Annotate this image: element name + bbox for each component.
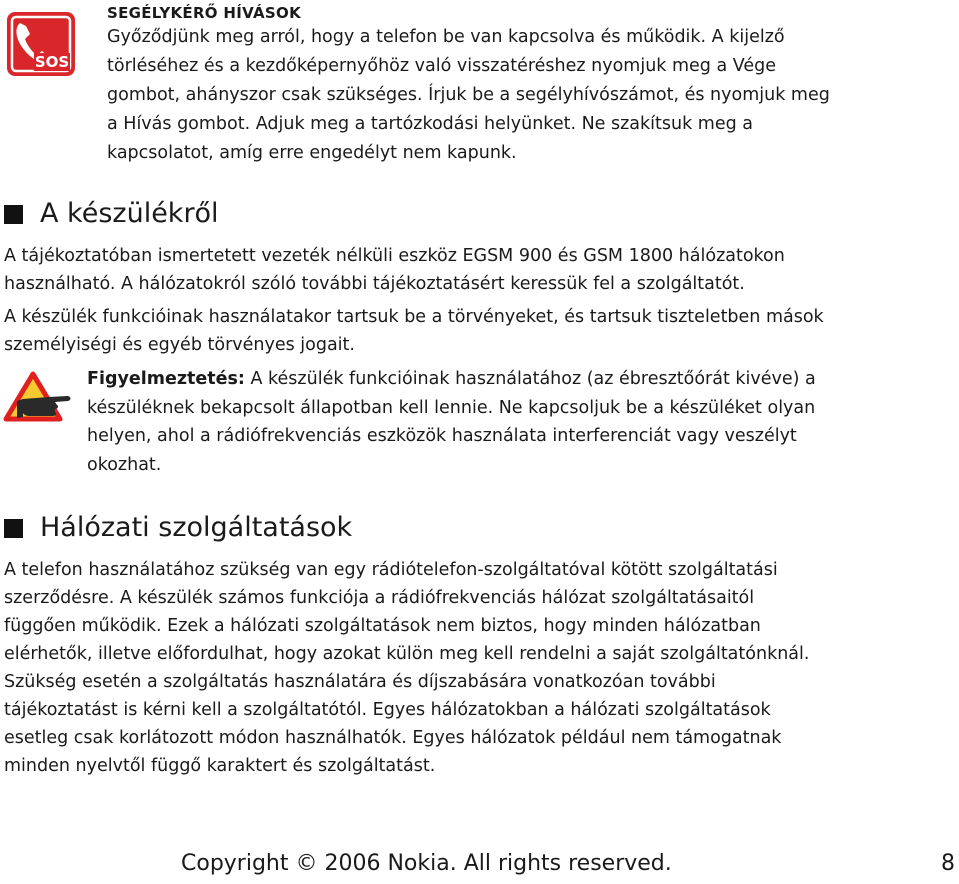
warning-hand-icon (3, 371, 75, 423)
text-line: esetleg csak korlátozott módon használhatók. Egyes hálózatok például nem támogatnak (4, 728, 782, 748)
sos-phone-icon (4, 9, 78, 79)
text-line: gombot, ahányszor csak szükséges. Írjuk be a segélyhívószámot, és nyomjuk meg (107, 85, 830, 105)
text-line: elérhetők, illetve előfordulhat, hogy azokat külön meg kell rendelni a saját szolgáltatónknál. (4, 644, 810, 664)
bullet-square-icon (4, 519, 23, 538)
text-line: minden nyelvtől függő karaktert és szolgáltatást. (4, 756, 436, 776)
section-heading-text: A készülékről (40, 198, 219, 229)
text-line: személyiségi és egyéb törvényes jogait. (4, 335, 355, 355)
text-line: Szükség esetén a szolgáltatás használatára és díjszabására vonatkozóan további (4, 672, 716, 692)
text-line: a Hívás gombot. Adjuk meg a tartózkodási helyünket. Ne szakítsuk meg a (107, 114, 753, 134)
text-line: okozhat. (87, 454, 162, 475)
section-heading-device (4, 197, 219, 231)
page-number: 8 (941, 851, 955, 876)
text-line: A készülék funkcióinak használatakor tartsuk be a törvényeket, és tartsuk tiszteletben mások (4, 307, 824, 327)
emergency-calls-text (107, 23, 830, 168)
text-line: készüléknek bekapcsolt állapotban kell lennie. Ne kapcsoljuk be a készüléket olyan (87, 397, 816, 418)
text-line: helyen, ahol a rádiófrekvenciás eszközök használata interferenciát vagy veszélyt (87, 426, 797, 446)
text-line: A tájékoztatóban ismertetett vezeték nélküli eszköz EGSM 900 és GSM 1800 hálózatokon (4, 246, 785, 266)
network-services-paragraph (4, 556, 809, 780)
text-line: A telefon használatához szükség van egy rádiótelefon-szolgáltatóval kötött szolgáltatási (4, 560, 778, 580)
text-line: törléséhez és a kezdőképernyőhöz való visszatéréshez nyomjuk meg a Vége (107, 56, 777, 76)
text-line: tájékoztatást is kérni kell a szolgáltatótól. Egyes hálózatokban a hálózati szolgáltatások (4, 700, 771, 720)
copyright-footer: Copyright © 2006 Nokia. All rights reserved. (181, 851, 672, 876)
svg-text:SOS: SOS (34, 53, 70, 71)
text-line: Győződjünk meg arról, hogy a telefon be van kapcsolva és működik. A kijelző (107, 27, 785, 47)
device-paragraph-laws (4, 303, 824, 359)
section-heading-network-services (4, 511, 352, 545)
text-line: szerződésre. A készülék számos funkciója a rádiófrekvenciás hálózat szolgáltatásaitól (4, 588, 755, 608)
section-heading-text: Hálózati szolgáltatások (40, 512, 353, 543)
warning-first-line: A készülék funkcióinak használatához (az ébresztőórát kivéve) a (244, 369, 816, 389)
text-line: függően működik. Ezek a hálózati szolgáltatások nem biztos, hogy minden hálózatban (4, 616, 761, 636)
emergency-calls-title: SEGÉLYKÉRŐ HÍVÁSOK (107, 4, 301, 22)
text-line (87, 365, 816, 394)
warning-text (87, 365, 816, 479)
bullet-square-icon (4, 205, 23, 224)
warning-label: Figyelmeztetés: (87, 369, 245, 389)
device-paragraph-networks (4, 242, 785, 298)
text-line: használható. A hálózatokról szóló további tájékoztatásért keressük fel a szolgáltatót. (4, 274, 745, 294)
text-line: kapcsolatot, amíg erre engedélyt nem kapunk. (107, 143, 517, 163)
